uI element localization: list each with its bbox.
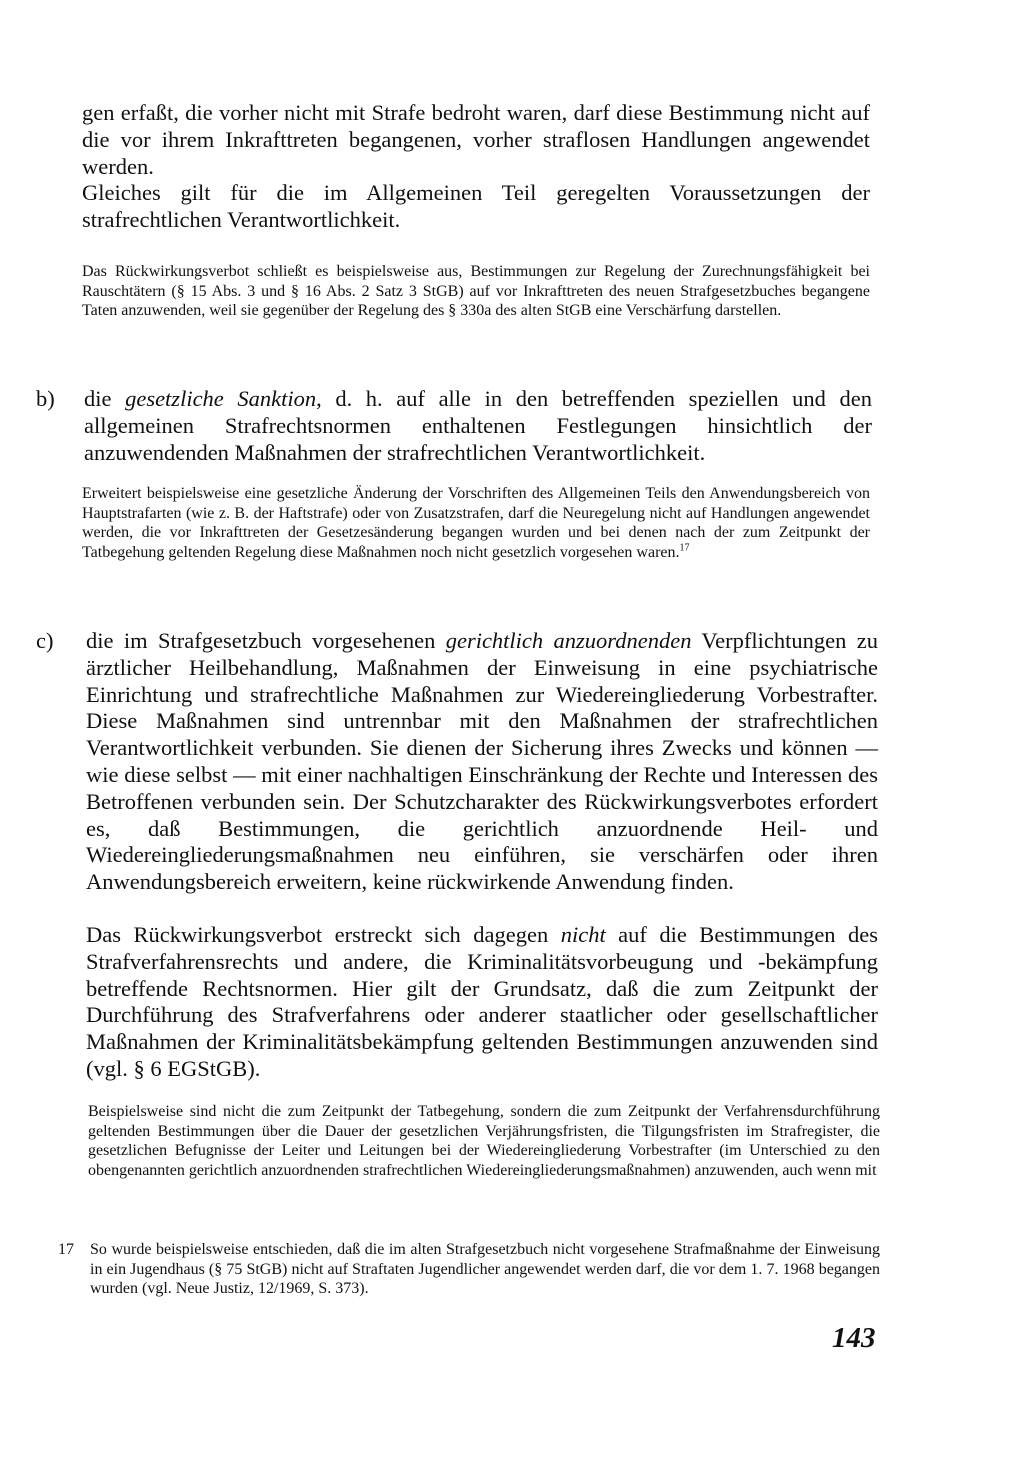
footnote: [58, 1240, 880, 1302]
list-item-label: b): [36, 386, 55, 411]
footnote-number: 17: [58, 1241, 74, 1258]
page-number: 143: [832, 1322, 876, 1354]
emphasis-text: gerichtlich anzuordnenden: [445, 628, 692, 653]
paragraph-general-part: Gleiches gilt für die im Allgemeinen Teil geregelten Voraussetzungen der strafrechtlichen Verantwortlichkeit.: [82, 180, 870, 233]
note-verjaehrung: Beispielsweise sind nicht die zum Zeitpunkt der Tatbegehung, sondern die zum Zeitpunkt der Verfahrensdurchführung geltenden Bestimmungen über die Dauer der gesetzlichen Verjährungsfristen, die Tilgungsfristen im Strafregister, die gesetzlichen Befugnisse der Leiter und Leitungen bei der Wiedereingliederung Vorbestrafter (im Unterschied zu den obengenannten gerichtlich anzuordnenden strafrechtlichen Wiedereingliederungsmaßnahmen) anzuwenden, auch wenn mit: [88, 1103, 880, 1179]
top-paragraph: [82, 100, 870, 234]
note-rauschtaeter: Das Rückwirkungsverbot schließt es beispielsweise aus, Bestimmungen zur Regelung der Zurechnungsfähigkeit bei Rauschtätern (§ 15 Abs. 3 und § 16 Abs. 2 Satz 3 StGB) auf vor Inkrafttreten des neuen Strafgesetzbuches begangene Taten anzuwenden, weil sie gegenüber der Regelung des § 330a des alten StGB eine Verschärfung darstellen.: [82, 263, 870, 320]
list-item-c: [36, 628, 878, 924]
emphasis-text: gesetzliche Sanktion: [125, 386, 317, 411]
note-hauptstrafarten: Erweitert beispielsweise eine gesetzliche Änderung der Vorschriften des Allgemeinen Teils den Anwendungsbereich von Hauptstrafarten (wie z. B. der Haftstrafe) oder von Zusatzstrafen, darf die Neuregelung nicht auf Handlungen angewendet werden, die vor Inkrafttreten der Gesetzesänderung begangen wurden und bei denen nach der zum Zeitpunkt der Tatbegehung geltenden Regelung diese Maßnahmen noch nicht gesetzlich vorgesehen waren.$^{17}$: [82, 485, 870, 561]
paragraph-strafverfahrensrecht: Das Rückwirkungsverbot erstreckt sich dagegen nicht auf die Bestimmungen des Strafverfahrensrechts und andere, die Kriminalitätsvorbeugung und -bekämpfung betreffende Rechtsnormen. Hier gilt der Grundsatz, daß die zum Zeitpunkt der Durchführung des Strafverfahrens oder anderer staatlicher oder gesellschaftlicher Maßnahmen der Kriminalitätsbekämpfung geltenden Bestimmungen anzuwenden sind (vgl. § 6 EGStGB).: [86, 922, 879, 1081]
emphasis-text: nicht: [560, 922, 606, 947]
list-item-body: die gesetzliche Sanktion, d. h. auf alle in den betreffenden speziellen und den allgemeinen Strafrechtsnormen enthaltenen Festlegungen hinsichtlich der anzuwendenden Maßnahmen der strafrechtlichen Verantwortlichkeit.: [84, 386, 873, 465]
paragraph-continuation: gen erfaßt, die vorher nicht mit Strafe bedroht waren, darf diese Bestimmung nicht auf die vor ihrem Inkrafttreten begangenen, vorher straflosen Handlungen angewendet werden.: [82, 100, 870, 179]
list-item-body: die im Strafgesetzbuch vorgesehenen gerichtlich anzuordnenden Verpflichtungen zu ärztlicher Heilbehandlung, Maßnahmen der Einweisung in eine psychiatrische Einrichtung und strafrechtliche Maßnahmen zur Wiedereingliederung Vorbestrafter. Diese Maßnahmen sind untrennbar mit den Maßnahmen der strafrechtlichen Verantwortlichkeit verbunden. Sie dienen der Sicherung ihres Zwecks und können — wie diese selbst — mit einer nachhaltigen Einschränkung der Rechte und Interessen des Betroffenen verbunden sein. Der Schutzcharakter des Rückwirkungsverbotes erfordert es, daß Bestimmungen, die gerichtlich anzuordnende Heil- und Wiedereingliederungsmaßnahmen neu einführen, sie verschärfen oder ihren Anwendungsbereich erweitern, keine rückwirkende Anwendung finden.: [86, 628, 878, 895]
list-item-b: [36, 386, 872, 468]
footnote-reference: 17: [679, 542, 690, 554]
list-item-label: c): [36, 628, 54, 653]
footnote-text: So wurde beispielsweise entschieden, daß die im alten Strafgesetzbuch nicht vorgesehene Strafmaßnahme der Einweisung in ein Jugendhaus (§ 75 StGB) nicht auf Straftaten Jugendlicher angewendet werden darf, die vor dem 1. 7. 1968 begangen wurden (vgl. Neue Justiz, 12/1969, S. 373).: [90, 1241, 880, 1298]
